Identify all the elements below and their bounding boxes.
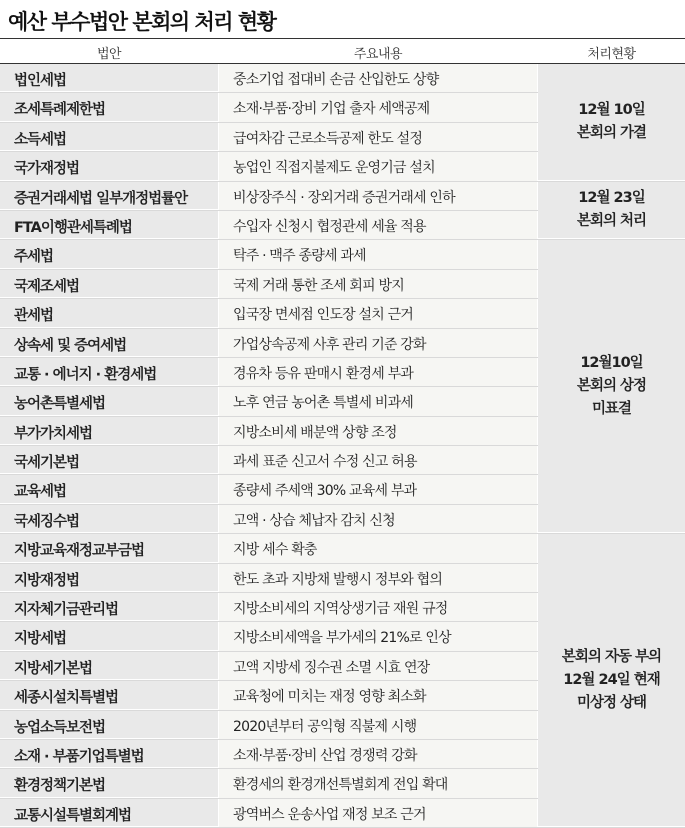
bill-name: 조세특례제한법 (14, 102, 106, 119)
bill-name: 지방교육재정교부금법 (14, 543, 145, 560)
bill-name: 지방재정법 (14, 572, 80, 589)
bill-content: 한도 초과 지방채 발행시 정부와 협의 (233, 571, 443, 588)
status-cell (538, 240, 685, 533)
content-cell (219, 240, 537, 268)
content-cell (219, 769, 537, 797)
bill-name: 교육세법 (14, 484, 67, 501)
bill-name: 소득세법 (14, 131, 67, 148)
bill-cell (0, 182, 218, 210)
content-cell (219, 211, 537, 239)
bill-name: 부가가치세법 (14, 425, 93, 442)
table-header (0, 38, 685, 64)
bill-cell (0, 93, 218, 121)
content-cell (219, 93, 537, 121)
bill-name: 국세기본법 (14, 455, 80, 472)
bill-cell (0, 711, 218, 739)
content-cell (219, 329, 537, 357)
content-cell (219, 740, 537, 768)
content-cell (219, 358, 537, 386)
content-cell (219, 681, 537, 709)
bill-content: 소재·부품·장비 산업 경쟁력 강화 (233, 747, 417, 764)
bill-name: 주세법 (14, 249, 54, 266)
bill-cell (0, 329, 218, 357)
bill-name: 지방세법 (14, 631, 67, 648)
bill-content: 환경세의 환경개선특별회계 전입 확대 (233, 777, 448, 794)
bill-content: 농업인 직접지불제도 운영기금 설치 (233, 160, 435, 177)
bill-cell (0, 358, 218, 386)
bill-content: 종량세 주세액 30% 교육세 부과 (233, 483, 417, 500)
header-bill: 법안 (96, 47, 122, 62)
bill-cell (0, 534, 218, 562)
status-cell (538, 534, 685, 827)
bill-content: 과세 표준 신고서 수정 신고 허용 (233, 454, 417, 471)
bill-cell (0, 681, 218, 709)
bill-content: 급여차감 근로소득공제 한도 설정 (233, 130, 423, 147)
bill-content: 국제 거래 통한 조세 회피 방지 (233, 277, 404, 294)
bill-cell (0, 652, 218, 680)
content-cell (219, 652, 537, 680)
content-cell (219, 270, 537, 298)
bill-name: 농업소득보전법 (14, 719, 106, 736)
bill-content: 수입자 신청시 협정관세 세율 적용 (233, 218, 426, 235)
bill-cell (0, 622, 218, 650)
bill-content: 탁주 · 맥주 종량세 과세 (233, 248, 366, 265)
bill-content: 경유차 등유 판매시 환경세 부과 (233, 365, 414, 382)
bill-name: 환경정책기본법 (14, 778, 106, 795)
content-cell (219, 387, 537, 415)
status-label: 12월10일 본회의 상정 미표결 (576, 354, 647, 417)
status-label: 본회의 자동 부의 12월 24일 현재 미상정 상태 (561, 648, 662, 711)
bill-cell (0, 270, 218, 298)
bill-content: 지방소비세의 지역상생기금 재원 규정 (233, 601, 448, 618)
bill-content: 소재·부품·장비 기업 출자 세액공제 (233, 101, 430, 118)
bill-cell (0, 240, 218, 268)
bill-name: 국가재정법 (14, 161, 80, 178)
bill-content: 지방 세수 확충 (233, 542, 317, 559)
bill-cell (0, 211, 218, 239)
bill-name: 상속세 및 증여세법 (14, 337, 127, 354)
bill-cell (0, 123, 218, 151)
header-content: 주요내용 (353, 47, 403, 62)
bill-content: 가업상속공제 사후 관리 기준 강화 (233, 336, 426, 353)
bill-name: 세종시설치특별법 (14, 690, 119, 707)
bill-content: 중소기업 접대비 손금 산입한도 상향 (233, 72, 439, 88)
content-cell (219, 64, 537, 92)
content-cell (219, 505, 537, 533)
header-status: 처리현황 (587, 47, 636, 62)
status-cell (538, 182, 685, 240)
bills-table (0, 64, 685, 828)
bill-cell (0, 769, 218, 797)
bill-cell (0, 64, 218, 92)
content-cell (219, 475, 537, 503)
bill-cell (0, 505, 218, 533)
content-cell (219, 622, 537, 650)
bill-content: 고액 · 상습 체납자 감치 신청 (233, 512, 395, 529)
bill-content: 고액 지방세 징수권 소멸 시효 연장 (233, 659, 430, 676)
bill-name: 관세법 (14, 308, 54, 325)
bill-content: 입국장 면세점 인도장 설치 근거 (233, 307, 414, 324)
bill-cell (0, 152, 218, 180)
bill-content: 지방소비세 배분액 상향 조정 (233, 424, 397, 441)
content-cell (219, 534, 537, 562)
bill-cell (0, 564, 218, 592)
content-cell (219, 593, 537, 621)
status-label: 12월 10일 본회의 가결 (576, 101, 647, 141)
bill-cell (0, 387, 218, 415)
bill-name: 지방세기본법 (14, 660, 93, 677)
bill-content: 교육청에 미치는 재정 영향 최소화 (233, 689, 426, 706)
page-title: 예산 부수법안 본회의 처리 현황 (8, 10, 276, 34)
bill-name: 지자체기금관리법 (14, 602, 119, 619)
content-cell (219, 123, 537, 151)
status-cell (538, 64, 685, 181)
bill-content: 2020년부터 공익형 직불제 시행 (233, 718, 417, 735)
content-cell (219, 564, 537, 592)
bill-content: 노후 연금 농어촌 특별세 비과세 (233, 395, 414, 412)
bill-cell (0, 593, 218, 621)
bill-content: 비상장주식 · 장외거래 증권거래세 인하 (233, 189, 455, 206)
bill-name: FTA이행관세특례법 (14, 219, 132, 236)
content-cell (219, 182, 537, 210)
bill-name: 국제조세법 (14, 278, 80, 295)
content-cell (219, 446, 537, 474)
bill-cell (0, 799, 218, 827)
content-cell (219, 711, 537, 739)
bill-cell (0, 446, 218, 474)
bill-content: 지방소비세액을 부가세의 21%로 인상 (233, 630, 451, 647)
bill-content: 광역버스 운송사업 재정 보조 근거 (233, 806, 426, 823)
bill-name: 농어촌특별세법 (14, 396, 106, 413)
bill-name: 소재 · 부품기업특별법 (14, 748, 144, 765)
bill-cell (0, 475, 218, 503)
bill-cell (0, 740, 218, 768)
bill-name: 교통 · 에너지 · 환경세법 (14, 366, 157, 383)
status-label: 12월 23일 본회의 처리 (576, 189, 647, 229)
bill-name: 증권거래세법 일부개정법률안 (14, 190, 188, 207)
bill-name: 교통시설특별회계법 (14, 807, 132, 824)
bill-name: 법인세법 (14, 73, 67, 89)
bill-name: 국세징수법 (14, 513, 80, 530)
content-cell (219, 799, 537, 827)
content-cell (219, 299, 537, 327)
content-cell (219, 417, 537, 445)
bill-cell (0, 417, 218, 445)
content-cell (219, 152, 537, 180)
bill-cell (0, 299, 218, 327)
